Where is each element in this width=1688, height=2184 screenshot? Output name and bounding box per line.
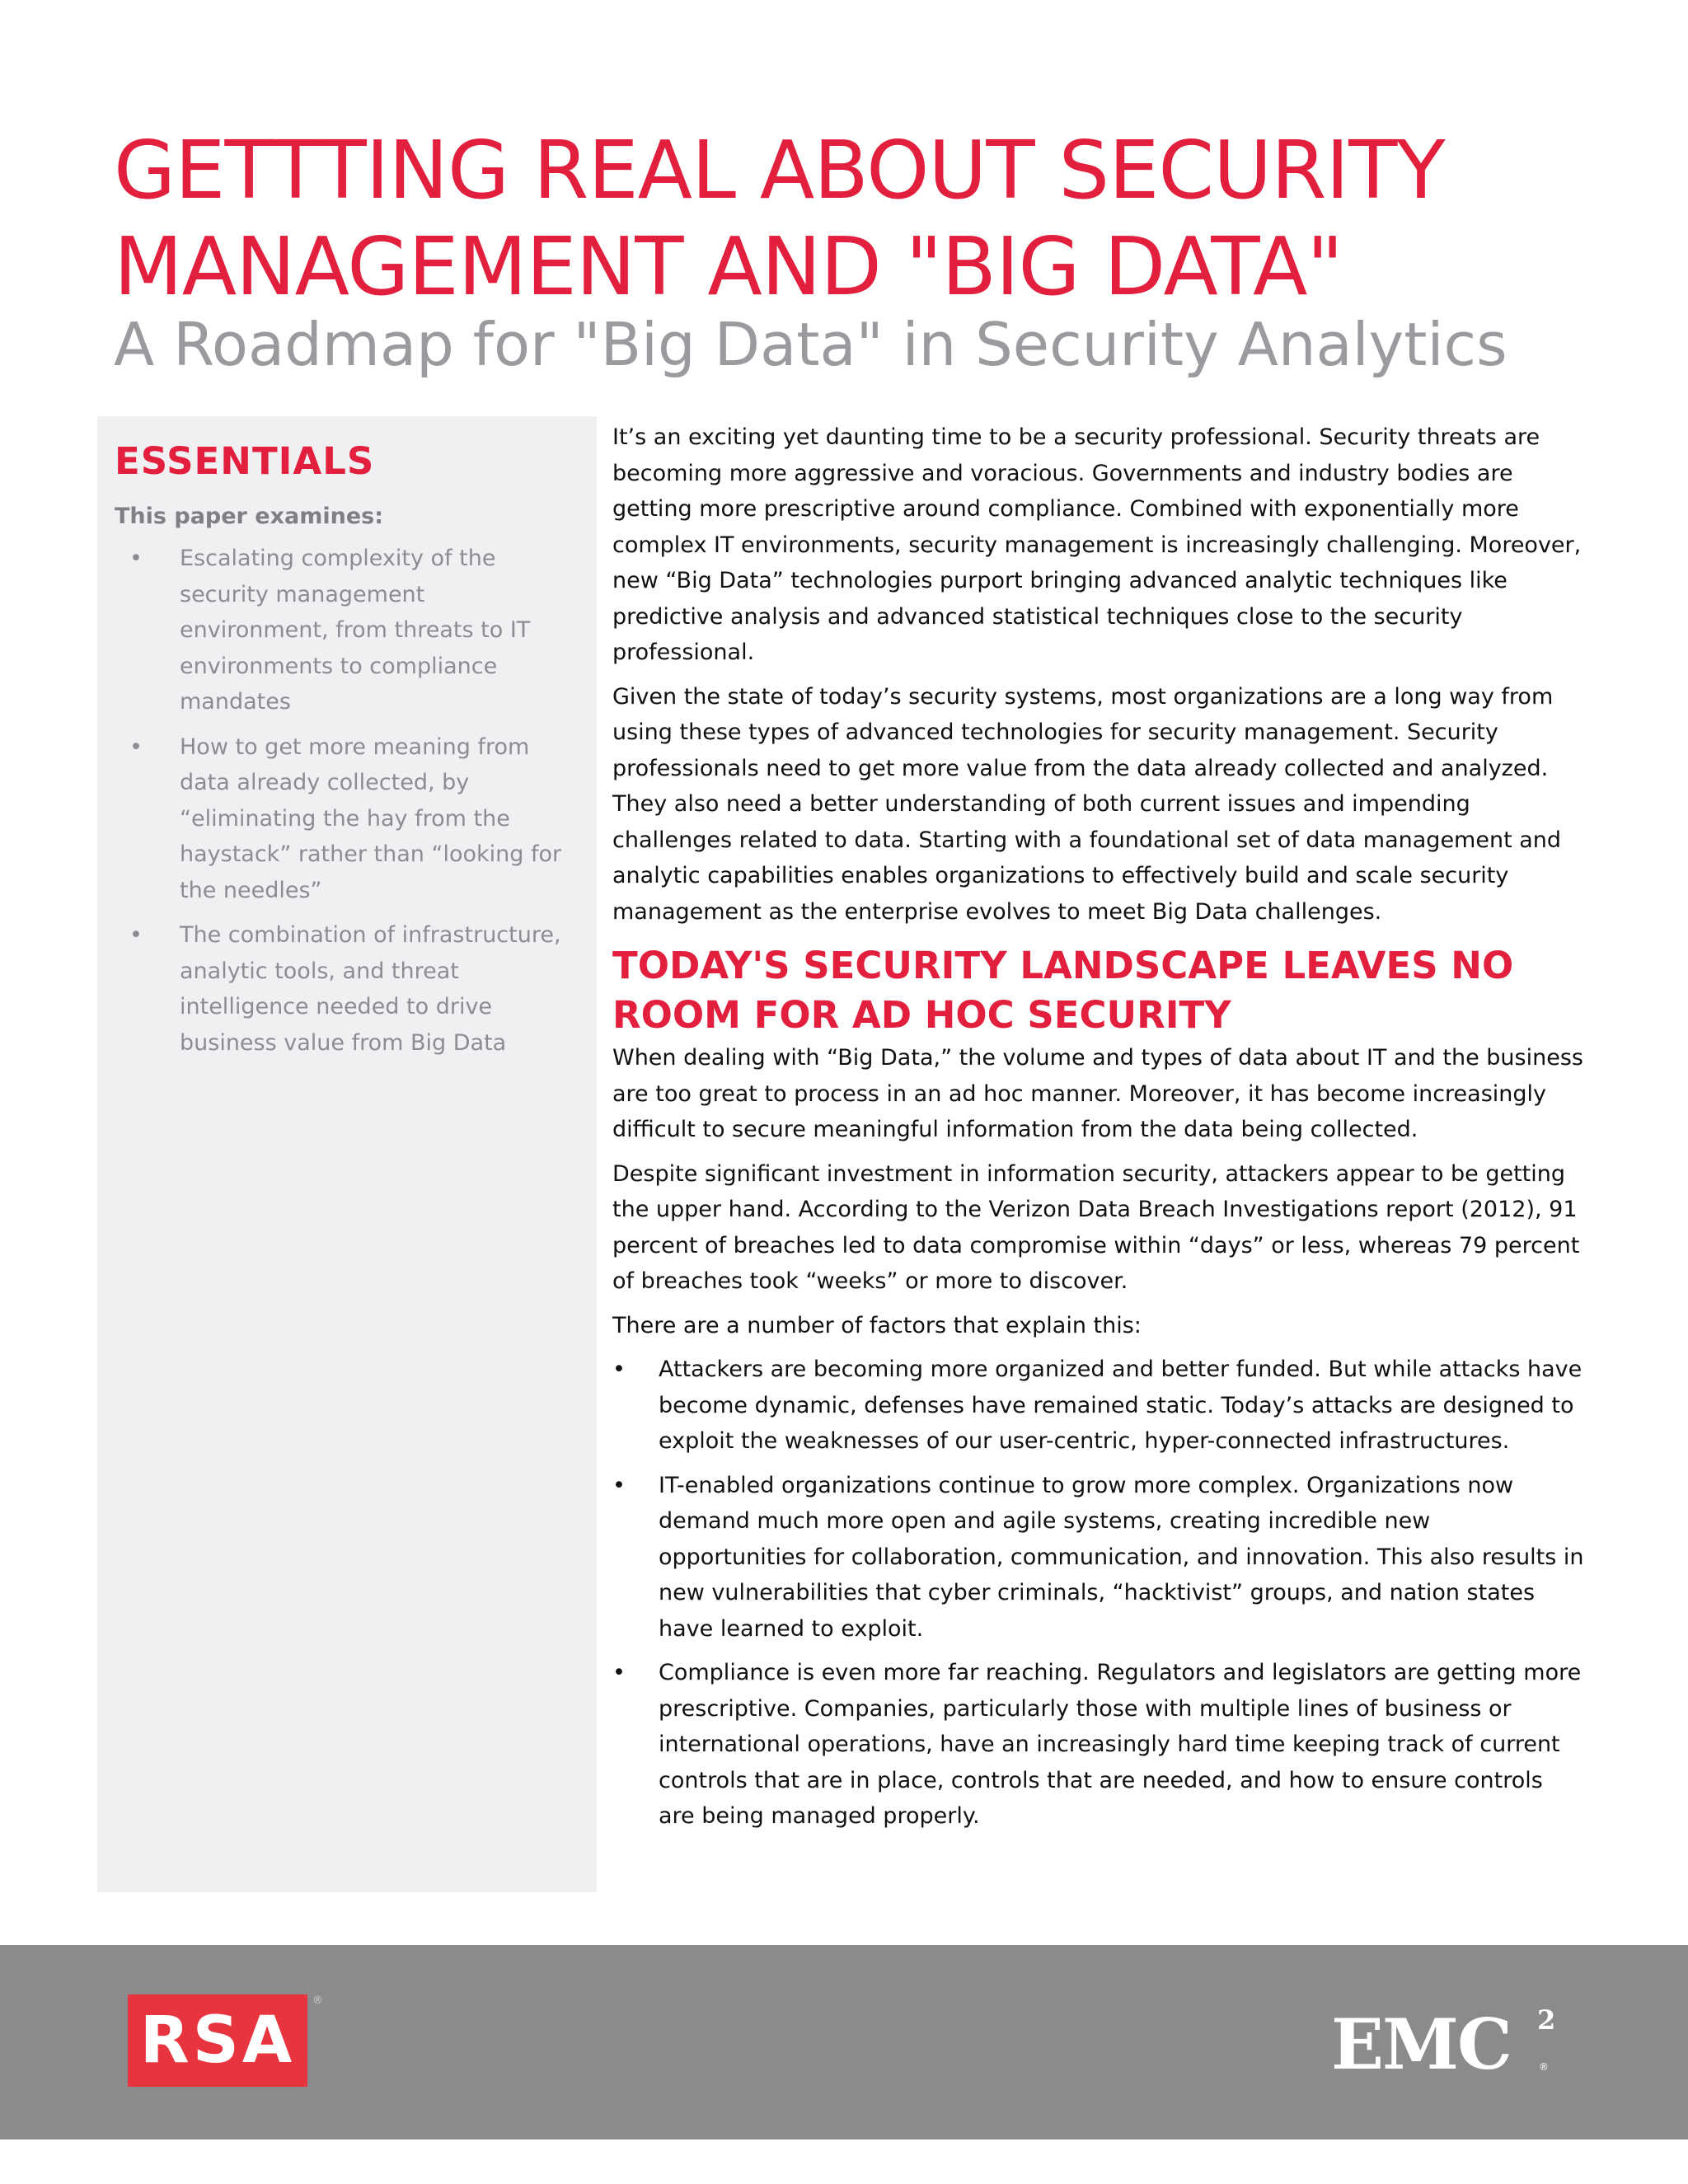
essentials-item-text: How to get more meaning from data already collected, by “eliminating the hay from the haystack” rather than “looking for the needles” [180, 733, 562, 903]
bullet-icon: • [612, 1660, 626, 1685]
page-title [114, 122, 1647, 315]
factor-item [612, 1352, 1585, 1460]
page-subtitle: A Roadmap for "Big Data" in Security Analytics [114, 310, 1507, 379]
body-paragraph: Despite significant investment in information security, attackers appear to be getting the upper hand. According to the Verizon Data Breach Investigations report (2012), 91 percent of breaches led to data compromise within “days” or less, whereas 79 percent of breaches took “weeks” or more to discover. [612, 1160, 1580, 1294]
bullet-icon: • [129, 922, 143, 948]
essentials-item [115, 729, 576, 909]
page-title-line-2: MANAGEMENT AND "BIG DATA" [114, 220, 1343, 313]
essentials-list [115, 541, 576, 1070]
bullet-icon: • [612, 1472, 626, 1498]
bullet-icon: • [129, 733, 143, 760]
essentials-item-text: Escalating complexity of the security management environment, from threats to IT environments to compliance mandates [180, 546, 531, 715]
page-title-line-1: GETTTING REAL ABOUT SECURITY [114, 124, 1445, 217]
essentials-item [115, 917, 576, 1061]
factor-item-text: Attackers are becoming more organized and better funded. But while attacks have become dynamic, defenses have remained static. Today’s attacks are designed to exploit the weaknesses of our user-centric, hyper-connected infrastructures. [659, 1357, 1582, 1454]
body-paragraph: Given the state of today’s security systems, most organizations are a long way from using these types of advanced technologies for security management. Security professionals need to get more value from the data already collected and analyzed. They also need a better understanding of both current issues and impending challenges related to data. Starting with a foundational set of data management and analytic capabilities enables organizations to effectively build and scale security management as the enterprise evolves to meet Big Data challenges. [612, 683, 1562, 925]
emc-logo [1331, 2001, 1556, 2085]
factors-list [612, 1352, 1585, 1835]
rsa-logo [128, 1994, 307, 2087]
section-heading: TODAY'S SECURITY LANDSCAPE LEAVES NO ROOM FOR AD HOC SECURITY [612, 944, 1514, 1037]
essentials-heading: ESSENTIALS [115, 439, 375, 483]
emc-registered-mark: ® [1539, 2061, 1549, 2073]
body-paragraph: It’s an exciting yet daunting time to be a security professional. Security threats are becoming more aggressive and voracious. Governments and industry bodies are getting more prescriptive around compliance. Combined with exponentially more complex IT environments, security management is increasingly challenging. Moreover, new “Big Data” technologies purport bringing advanced analytic techniques like predictive analysis and advanced statistical techniques close to the security professional. [612, 424, 1582, 665]
essentials-intro: This paper examines: [115, 504, 384, 529]
essentials-item [115, 541, 576, 720]
bullet-icon: • [612, 1357, 626, 1382]
factor-item-text: IT-enabled organizations continue to grow more complex. Organizations now demand much more open and agile systems, creating incredible new opportunities for collaboration, communication, and innovation. This also results in new vulnerabilities that cyber criminals, “hacktivist” groups, and nation states have learned to exploit. [659, 1472, 1584, 1642]
factor-item [612, 1468, 1585, 1647]
factor-item [612, 1655, 1585, 1835]
bullet-icon: • [129, 546, 143, 571]
main-content [612, 419, 1585, 1843]
emc-logo-text: EMC [1331, 2004, 1511, 2085]
factor-item-text: Compliance is even more far reaching. Regulators and legislators are getting more prescriptive. Companies, particularly those with multiple lines of business or international operations, have an increasingly hard time keeping track of current controls that are in place, controls that are needed, and how to ensure controls are being managed properly. [659, 1660, 1582, 1829]
rsa-registered-mark: ® [312, 1994, 323, 2007]
emc-superscript: 2 [1537, 2004, 1556, 2036]
body-paragraph: When dealing with “Big Data,” the volume and types of data about IT and the business are too great to process in an ad hoc manner. Moreover, it has become increasingly difficult to secure meaningful information from the data being collected. [612, 1045, 1583, 1142]
rsa-logo-text: RSA [139, 2004, 296, 2078]
essentials-item-text: The combination of infrastructure, analytic tools, and threat intelligence needed to drive business value from Big Data [180, 922, 561, 1056]
body-paragraph: There are a number of factors that explain this: [612, 1312, 1142, 1338]
